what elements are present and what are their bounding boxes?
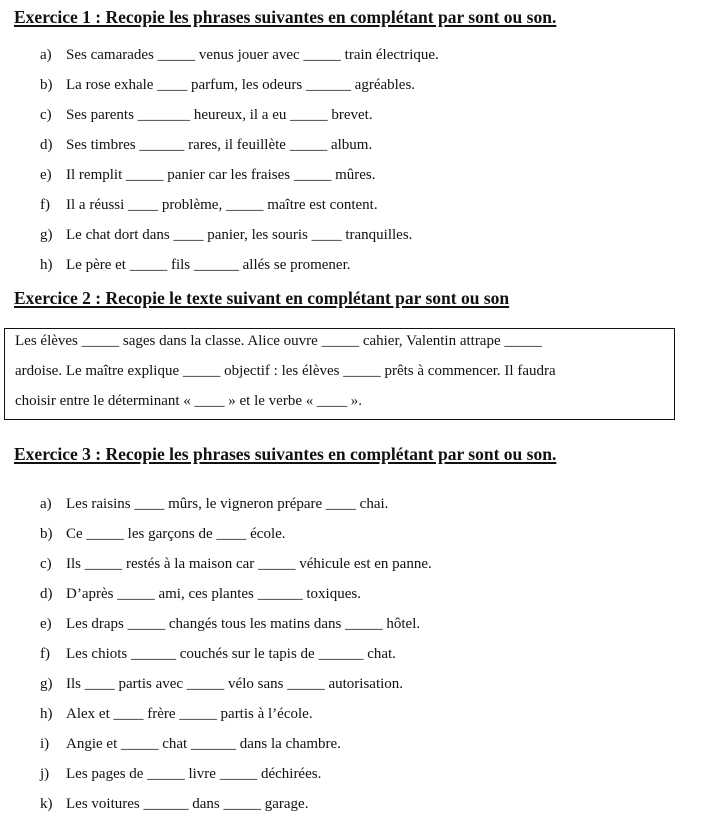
list-item: k) Les voitures ______ dans _____ garage.: [40, 796, 309, 812]
list-item: c) Ils _____ restés à la maison car _____ véhicule est en panne.: [40, 556, 432, 572]
list-item: d) D’après _____ ami, ces plantes ______ toxiques.: [40, 586, 361, 602]
list-item: j) Les pages de _____ livre _____ déchirées.: [40, 766, 322, 782]
text-line: Les élèves _____ sages dans la classe. Alice ouvre _____ cahier, Valentin attrape _____: [15, 333, 542, 349]
list-item: a) Ses camarades _____ venus jouer avec _____ train électrique.: [40, 47, 439, 63]
list-item: a) Les raisins ____ mûrs, le vigneron prépare ____ chai.: [40, 496, 389, 512]
text-line: ardoise. Le maître explique _____ objectif : les élèves _____ prêts à commencer. Il faudra: [15, 363, 556, 379]
list-item: e) Les draps _____ changés tous les matins dans _____ hôtel.: [40, 616, 421, 632]
exercise-2-text-box: [4, 328, 675, 420]
list-item: g) Ils ____ partis avec _____ vélo sans _____ autorisation.: [40, 676, 404, 692]
list-item: h) Le père et _____ fils ______ allés se promener.: [40, 257, 351, 273]
list-item: i) Angie et _____ chat ______ dans la chambre.: [40, 736, 341, 752]
list-item: b) La rose exhale ____ parfum, les odeurs ______ agréables.: [40, 77, 416, 93]
exercise-2-title: Exercice 2 : Recopie le texte suivant en complétant par sont ou son: [14, 288, 510, 308]
list-item: c) Ses parents _______ heureux, il a eu _____ brevet.: [40, 107, 373, 123]
exercise-1-title: Exercice 1 : Recopie les phrases suivantes en complétant par sont ou son.: [14, 7, 557, 27]
list-item: g) Le chat dort dans ____ panier, les souris ____ tranquilles.: [40, 227, 413, 243]
list-item: b) Ce _____ les garçons de ____ école.: [40, 526, 286, 542]
list-item: h) Alex et ____ frère _____ partis à l’école.: [40, 706, 313, 722]
list-item: f) Il a réussi ____ problème, _____ maître est content.: [40, 197, 378, 213]
exercise-3-title: Exercice 3 : Recopie les phrases suivantes en complétant par sont ou son.: [14, 444, 557, 464]
list-item: f) Les chiots ______ couchés sur le tapis de ______ chat.: [40, 646, 396, 662]
list-item: e) Il remplit _____ panier car les fraises _____ mûres.: [40, 167, 376, 183]
list-item: d) Ses timbres ______ rares, il feuillète _____ album.: [40, 137, 373, 153]
text-line: choisir entre le déterminant « ____ » et le verbe « ____ ».: [15, 393, 362, 409]
